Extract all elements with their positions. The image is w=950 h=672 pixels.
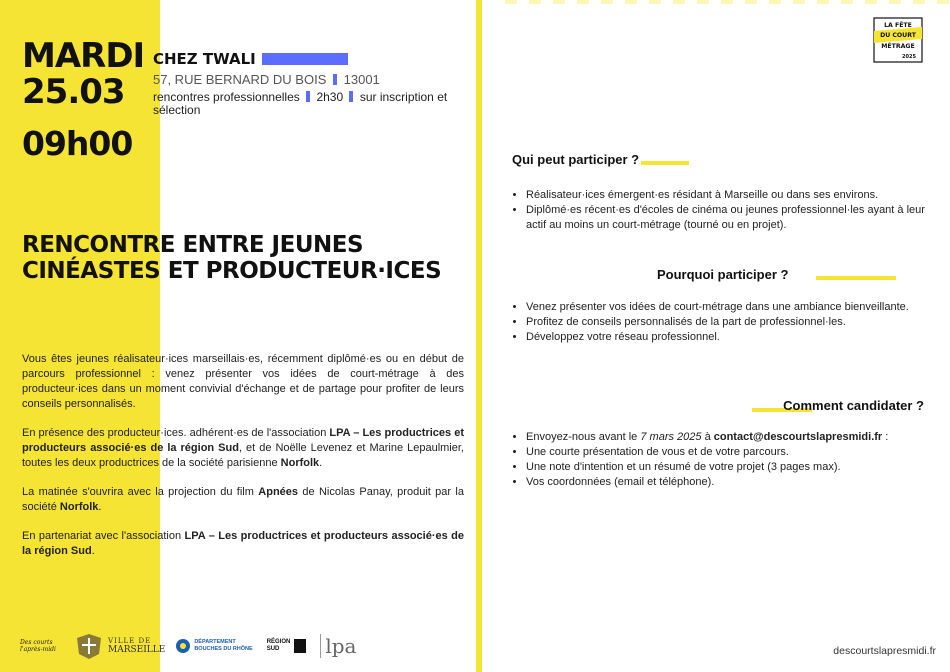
section-underline bbox=[816, 276, 896, 280]
text: . bbox=[91, 545, 95, 557]
contact-email[interactable]: contact@descourtslapresmidi.fr bbox=[713, 431, 883, 443]
description-paragraph-2 bbox=[22, 426, 464, 471]
list-item: • Développez votre réseau professionnel. bbox=[526, 330, 932, 345]
text: de Nicolas Panay, produit par la société bbox=[22, 486, 464, 513]
list-item: • Vos coordonnées (email et téléphone). bbox=[526, 475, 932, 490]
logo-region-sud bbox=[267, 639, 291, 653]
event-title-line1: RENCONTRE ENTRE JEUNES bbox=[22, 232, 364, 258]
section-who bbox=[512, 152, 932, 233]
venue-postcode: 13001 bbox=[343, 72, 380, 87]
logo-departement bbox=[194, 639, 252, 653]
logo-text-1: LA FÊTE bbox=[884, 22, 912, 29]
text: . bbox=[319, 457, 323, 469]
logo-des-courts: Des courts l'après-midi bbox=[20, 639, 56, 653]
section-why-heading: Pourquoi participer ? bbox=[657, 267, 789, 282]
footer-url[interactable]: descourtslapresmidi.fr bbox=[833, 645, 936, 657]
norfolk-name: Norfolk bbox=[59, 501, 99, 513]
venue-block bbox=[153, 50, 453, 117]
venue-name: CHEZ TWALI bbox=[153, 50, 256, 68]
section-underline bbox=[641, 161, 689, 165]
section-how bbox=[512, 398, 932, 490]
center-yellow-divider bbox=[476, 0, 482, 672]
venue-accent-bar bbox=[262, 53, 348, 65]
norfolk-name: Norfolk bbox=[280, 457, 320, 469]
venue-address: 57, RUE BERNARD DU BOIS bbox=[153, 72, 327, 87]
marseille-crest-icon bbox=[74, 632, 104, 660]
event-access: sur inscription et sélection bbox=[153, 90, 448, 117]
venue-meta bbox=[153, 91, 453, 117]
event-date: 25.03 bbox=[22, 72, 125, 112]
list-item: • Une note d'intention et un résumé de votre projet (3 pages max). bbox=[526, 460, 932, 475]
section-why-list bbox=[512, 300, 932, 345]
event-duration: 2h30 bbox=[316, 90, 344, 104]
list-item: • Une courte présentation de vous et de votre parcours. bbox=[526, 445, 932, 460]
separator bbox=[333, 74, 337, 85]
text: à bbox=[701, 431, 714, 443]
divider bbox=[320, 634, 321, 658]
list-item: • Profitez de conseils personnalisés de la part de professionnel·les. bbox=[526, 315, 932, 330]
lpa-name: LPA – Les productrices et producteurs associé·es de la région Sud bbox=[22, 530, 464, 557]
list-item: • Réalisateur·ices émergent·es résidant à Marseille ou dans ses environs. bbox=[526, 188, 932, 203]
event-title-line2: CINÉASTES ET PRODUCTEUR·ICES bbox=[22, 258, 442, 284]
text: SUD bbox=[266, 646, 280, 652]
film-title: Apnées bbox=[258, 486, 299, 498]
text: RÉGION bbox=[266, 639, 291, 645]
deadline: 7 mars 2025 bbox=[640, 431, 702, 443]
description-paragraph-4 bbox=[22, 529, 464, 559]
list-item: • Diplômé·es récent·es d'écoles de cinéma ou jeunes professionnel·les ayant à leur actif au moins un court-métrage (tourné ou en projet). bbox=[526, 203, 932, 233]
section-who-list bbox=[512, 188, 932, 233]
partner-logos bbox=[20, 628, 356, 664]
event-day: MARDI bbox=[22, 36, 145, 76]
text: MARSEILLE bbox=[108, 645, 166, 655]
top-dash-decoration bbox=[505, 0, 950, 4]
list-item: • Venez présenter vos idées de court-métrage dans une ambiance bienveillante. bbox=[526, 300, 932, 315]
section-how-heading: Comment candidater ? bbox=[783, 398, 924, 413]
text: La matinée s'ouvrira avec la projection du film bbox=[22, 486, 259, 498]
separator bbox=[349, 91, 353, 102]
date-block bbox=[22, 38, 144, 163]
logo-ville-marseille bbox=[108, 637, 165, 655]
departement-icon bbox=[175, 638, 191, 654]
venue-address-line bbox=[153, 72, 453, 87]
text: Envoyez-nous avant le bbox=[526, 431, 641, 443]
text: : bbox=[882, 431, 889, 443]
lpa-name: LPA – Les productrices et producteurs associé·es de la région Sud bbox=[22, 427, 464, 454]
logo-lpa: lpa bbox=[325, 634, 357, 658]
list-item bbox=[526, 430, 932, 445]
event-title bbox=[22, 232, 472, 284]
text: En partenariat avec l'association bbox=[22, 530, 185, 542]
section-how-header bbox=[512, 398, 932, 414]
description-paragraph-3 bbox=[22, 485, 464, 515]
section-how-list bbox=[512, 430, 932, 490]
logo-year: 2025 bbox=[902, 54, 916, 60]
text: VILLE DE bbox=[108, 637, 152, 645]
event-time: 09h00 bbox=[22, 124, 133, 163]
event-format: rencontres professionnelles bbox=[153, 90, 300, 104]
text: , et de Noëlle Levenez et Marine Lepaulmier, toutes les deux productrices de la société parisienne bbox=[22, 442, 464, 469]
separator bbox=[306, 91, 310, 102]
text: BOUCHES DU RHÔNE bbox=[194, 646, 253, 652]
section-who-heading: Qui peut participer ? bbox=[512, 152, 640, 167]
description-body bbox=[22, 352, 464, 573]
region-logo-mark bbox=[294, 639, 306, 653]
section-who-header bbox=[512, 152, 932, 167]
logo-text-2: DU COURT bbox=[880, 32, 916, 39]
text: . bbox=[98, 501, 102, 513]
section-why bbox=[512, 267, 932, 345]
section-why-header bbox=[512, 267, 900, 282]
description-paragraph-1: Vous êtes jeunes réalisateur·ices marseillais·es, récemment diplômé·es ou en début de parcours professionnel : venez présenter vos idées de court-métrage à des producteur·ices dans un moment convivial d'échange et de partage pour profiter de leurs conseils personnalisés. bbox=[22, 353, 464, 410]
logo-text-3: MÉTRAGE bbox=[881, 43, 915, 50]
text: En présence des producteur·ices. adhérent·es de l'association bbox=[22, 427, 330, 439]
fete-du-court-metrage-logo bbox=[873, 17, 923, 63]
text: DÉPARTEMENT bbox=[194, 639, 236, 645]
